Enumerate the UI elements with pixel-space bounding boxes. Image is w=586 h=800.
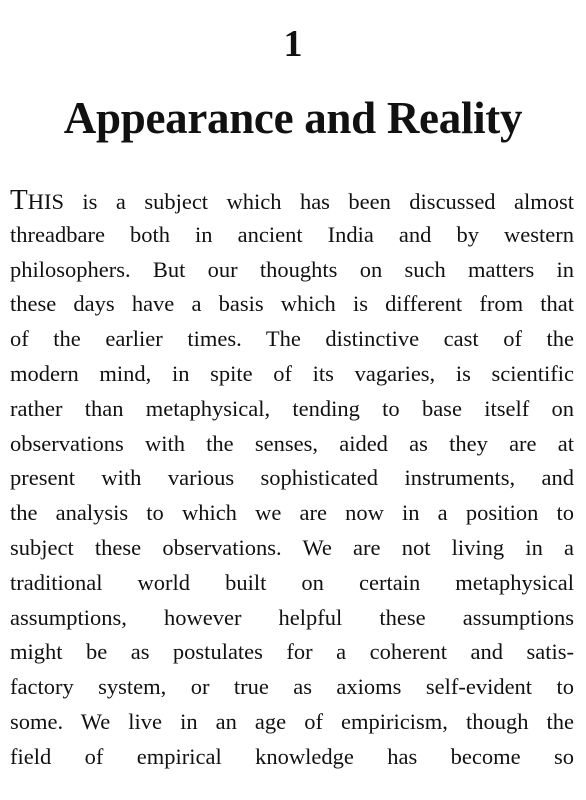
text-line: present with various sophisticated instruments, and <box>10 465 574 491</box>
text-line: might be as postulates for a coherent and satis- <box>10 639 574 665</box>
text-line: subject these observations. We are not living in a <box>10 534 574 560</box>
text-line-rest: HIS is a subject which has been discussed almost <box>27 189 574 214</box>
body-text <box>10 183 574 775</box>
text-line: these days have a basis which is different from that <box>10 291 574 317</box>
text-line: rather than metaphysical, tending to base itself on <box>10 395 574 421</box>
text-line <box>10 183 574 218</box>
chapter-number: 1 <box>283 23 303 65</box>
text-line: traditional world built on certain metaphysical <box>10 569 574 595</box>
initial-letter: T <box>10 184 28 216</box>
text-line: assumptions, however helpful these assumptions <box>10 604 574 630</box>
text-line: field of empirical knowledge has become so <box>10 743 574 769</box>
text-line: threadbare both in ancient India and by western <box>10 221 574 247</box>
text-line: the analysis to which we are now in a position to <box>10 500 574 526</box>
text-line: some. We live in an age of empiricism, though the <box>10 708 574 734</box>
text-line: factory system, or true as axioms self-evident to <box>10 674 574 700</box>
text-line: philosophers. But our thoughts on such matters in <box>10 256 574 282</box>
text-line: observations with the senses, aided as they are at <box>10 430 574 456</box>
chapter-title: Appearance and Reality <box>63 93 523 143</box>
text-line: of the earlier times. The distinctive cast of the <box>10 326 574 352</box>
text-line: modern mind, in spite of its vagaries, is scientific <box>10 360 574 386</box>
